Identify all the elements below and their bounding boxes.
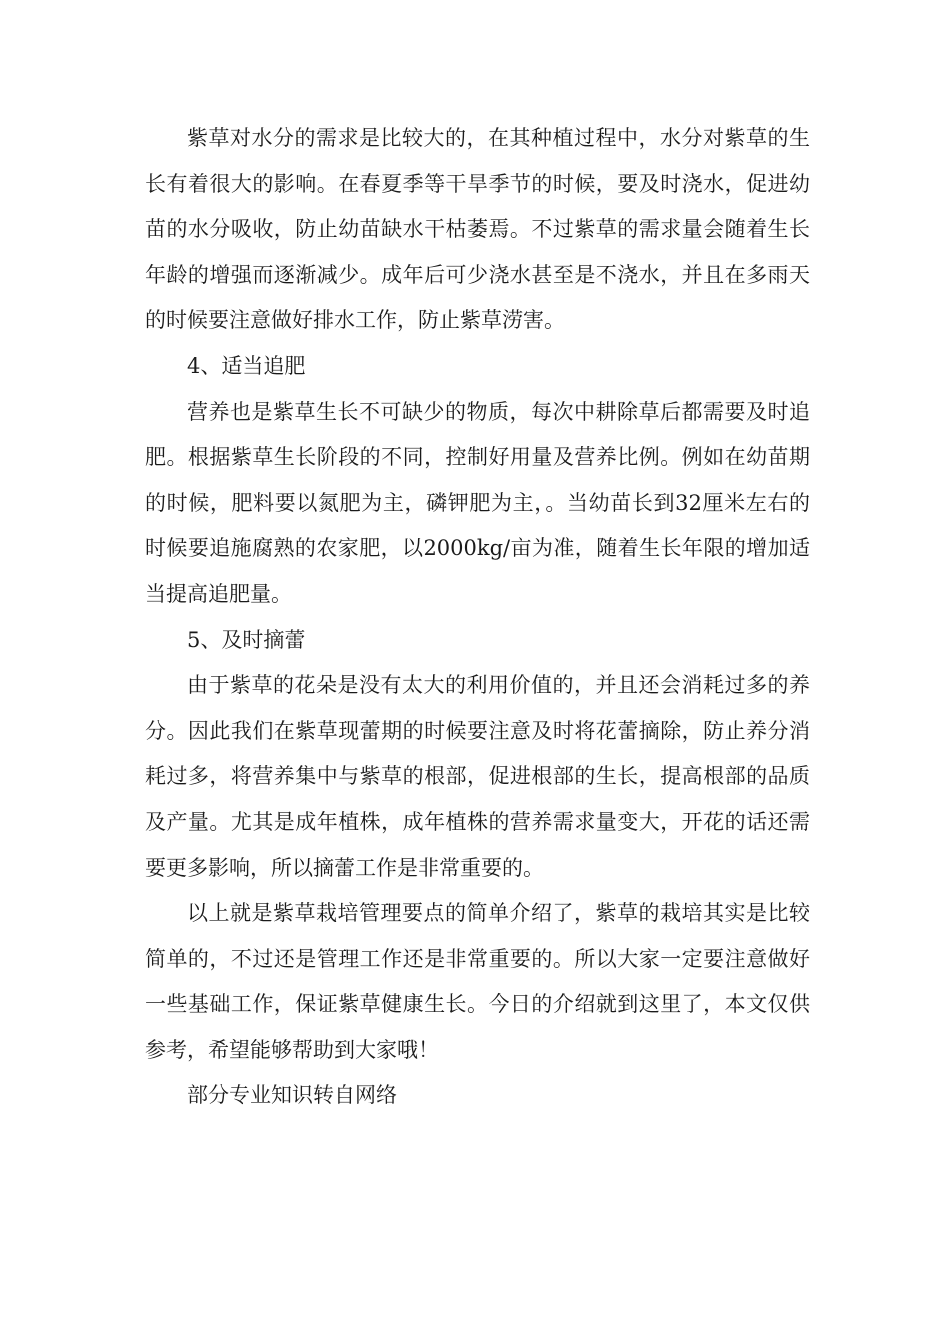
section-heading-fertilize: 4、适当追肥: [187, 353, 306, 378]
paragraph-bud-removal: 由于紫草的花朵是没有太大的利用价值的，并且还会消耗过多的养分。因此我们在紫草现蕾期的时候要注意及时将花蕾摘除，防止养分消耗过多，将营养集中与紫草的根部，促进根部的生长，提高根部的品质及产量。尤其是成年植株，成年植株的营养需求量变大，开花的话还需要更多影响，所以摘蕾工作是非常重要的。: [145, 673, 810, 880]
paragraph-source-note: 部分专业知识转自网络: [187, 1083, 397, 1108]
paragraph-conclusion: 以上就是紫草栽培管理要点的简单介绍了，紫草的栽培其实是比较简单的，不过还是管理工作还是非常重要的。所以大家一定要注意做好一些基础工作，保证紫草健康生长。今日的介绍就到这里了，本文仅供参考，希望能够帮助到大家哦！: [145, 901, 810, 1062]
paragraph-fertilize: 营养也是紫草生长不可缺少的物质，每次中耕除草后都需要及时追肥。根据紫草生长阶段的不同，控制好用量及营养比例。例如在幼苗期的时候，肥料要以氮肥为主，磷钾肥为主，。当幼苗长到32厘米左右的时候要追施腐熟的农家肥，以2000kg/亩为准，随着生长年限的增加适当提高追肥量。: [145, 399, 810, 606]
document-page: [145, 116, 810, 1119]
paragraph-water-needs: 紫草对水分的需求是比较大的，在其种植过程中，水分对紫草的生长有着很大的影响。在春夏季等干旱季节的时候，要及时浇水，促进幼苗的水分吸收，防止幼苗缺水干枯萎焉。不过紫草的需求量会随着生长年龄的增强而逐渐减少。成年后可少浇水甚至是不浇水，并且在多雨天的时候要注意做好排水工作，防止紫草涝害。: [145, 126, 810, 333]
section-heading-bud-removal: 5、及时摘蕾: [187, 627, 306, 652]
